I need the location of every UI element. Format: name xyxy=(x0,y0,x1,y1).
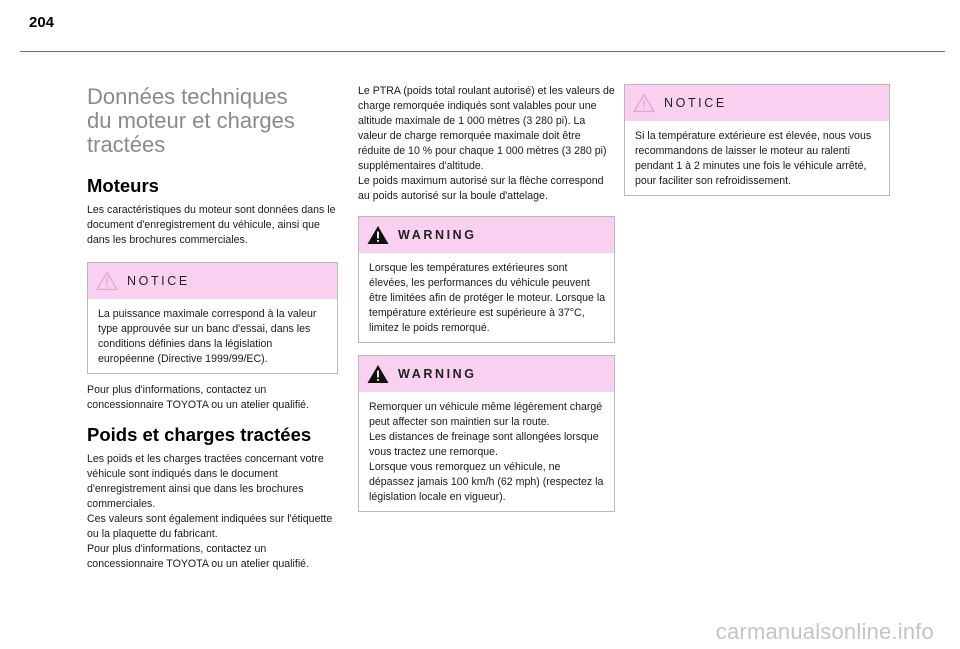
page-number: 204 xyxy=(29,14,55,31)
warning-label: WARNING xyxy=(398,228,477,242)
watermark: carmanualsonline.info xyxy=(715,619,934,644)
chapter-title xyxy=(87,85,338,157)
notice-header xyxy=(88,263,337,299)
warning-text-towing: Remorquer un véhicule même légèrement chargé peut affecter son maintien sur la route. Les distances de freinage sont allongées lorsque vous tractez une remorque. Lorsque vous remorquez un véhicule, ne dépassez jamais 100 km/h (62 mph) (respectez la législation locale en vigueur). xyxy=(369,401,604,503)
warning-box-towing xyxy=(358,355,615,512)
chapter-title-line-2: du moteur et charges xyxy=(87,108,295,133)
notice-header xyxy=(625,85,889,121)
warning-triangle-outline-icon xyxy=(633,93,655,113)
warning-label: WARNING xyxy=(398,367,477,381)
warning-header xyxy=(359,217,614,253)
warning-text-temperature: Lorsque les températures extérieures sont élevées, les performances du véhicule peuvent être limitées afin de protéger le moteur. Lorsque la température extérieure est supérieure à 37°C, limitez le poids remorqué. xyxy=(369,262,606,334)
ptra-paragraph: Le PTRA (poids total roulant autorisé) et les valeurs de charge remorquée indiqués sont valables pour une altitude maximale de 1 000 mètres (3 280 pi). La valeur de charge remorquée maximale doit être réduite de 10 % pour chaque 1 000 mètres (3 280 pi) supplémentaires d'altitude. Le poids maximum autorisé sur la flèche correspond au poids autorisé sur la boule d'attelage. xyxy=(358,85,615,202)
column-2 xyxy=(358,84,615,512)
chapter-title-line-3: tractées xyxy=(87,132,166,157)
notice-text: La puissance maximale correspond à la valeur type approuvée sur un banc d'essai, dans les conditions définies dans la législation européenne (Directive 1999/99/EC). xyxy=(98,308,317,365)
warning-triangle-outline-icon xyxy=(96,271,118,291)
notice-label: NOTICE xyxy=(127,274,190,288)
column-1 xyxy=(87,84,338,572)
column-3 xyxy=(615,84,890,196)
notice-text-cooling: Si la température extérieure est élevée, nous vous recommandons de laisser le moteur au ralenti pendant 1 à 2 minutes une fois le véhicule arrêté, pour faciliter son refroidissement. xyxy=(635,130,872,187)
warning-box-temperature xyxy=(358,216,615,343)
notice-label: NOTICE xyxy=(664,96,727,110)
notice-box xyxy=(87,262,338,374)
section-title-poids: Poids et charges tractées xyxy=(87,424,312,445)
contact-paragraph: Pour plus d'informations, contactez un concessionnaire TOYOTA ou un atelier qualifié. xyxy=(87,384,310,411)
warning-triangle-filled-icon xyxy=(367,364,389,384)
poids-paragraph: Les poids et les charges tractées concernant votre véhicule sont indiqués dans le document d'enregistrement ainsi que dans les brochures commerciales. Ces valeurs sont également indiquées sur l'étiquette ou la plaquette du fabricant. Pour plus d'informations, contactez un concessionnaire TOYOTA ou un atelier qualifié. xyxy=(87,453,333,570)
header-divider xyxy=(20,51,945,52)
section-title-moteurs: Moteurs xyxy=(87,175,159,196)
notice-box-cooling xyxy=(624,84,890,196)
moteurs-paragraph: Les caractéristiques du moteur sont données dans le document d'enregistrement du véhicule, ainsi que dans les brochures commerciales. xyxy=(87,204,336,246)
warning-header xyxy=(359,356,614,392)
warning-triangle-filled-icon xyxy=(367,225,389,245)
chapter-title-line-1: Données techniques xyxy=(87,84,288,109)
